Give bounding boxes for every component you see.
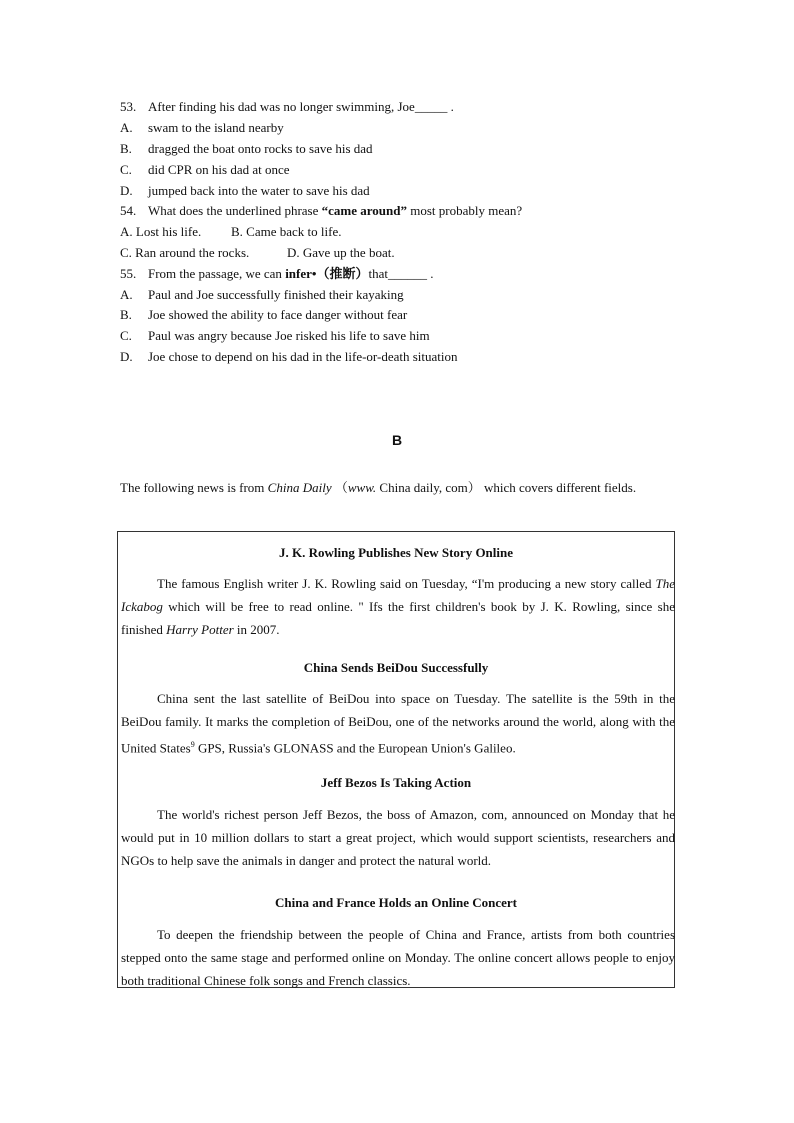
option-54-b: B. Came back to life.	[231, 224, 342, 239]
news-headline: Jeff Bezos Is Taking Action	[320, 775, 472, 790]
option-letter: C.	[120, 162, 132, 177]
question-text: From the passage, we can	[148, 266, 286, 281]
question-54-stem	[120, 203, 522, 219]
option-letter: C.	[120, 328, 132, 343]
news-paragraph	[121, 572, 675, 641]
option-text: Paul and Joe successfully finished their kayaking	[148, 287, 404, 302]
question-text: What does the underlined phrase	[148, 203, 322, 218]
news-title-italic: The Ickabog	[121, 576, 675, 614]
question-emphasis: infer•（推断）	[285, 266, 369, 281]
news-paragraph	[121, 923, 675, 992]
option-55-d	[120, 349, 458, 365]
option-text: swam to the island nearby	[148, 120, 284, 135]
option-letter: A.	[120, 120, 133, 135]
options-54-row2	[120, 245, 395, 261]
option-55-b	[120, 307, 407, 323]
option-55-a	[120, 287, 404, 303]
news-headline: China and France Holds an Online Concert	[275, 895, 517, 910]
option-54-c: C. Ran around the rocks.	[120, 245, 250, 260]
options-54-row1	[120, 224, 341, 240]
question-number: 54.	[120, 203, 137, 218]
question-55-stem	[120, 266, 433, 282]
intro-text: The following news is from	[120, 480, 268, 495]
section-intro	[120, 476, 674, 499]
option-55-c	[120, 328, 430, 344]
question-number: 53.	[120, 99, 137, 114]
news-paragraph	[121, 803, 675, 872]
option-letter: B.	[120, 307, 132, 322]
intro-source-name: China Daily	[267, 480, 332, 495]
news-headline: China Sends BeiDou Successfully	[303, 660, 489, 675]
option-letter: D.	[120, 183, 133, 198]
option-letter: A.	[120, 287, 133, 302]
option-53-c	[120, 162, 290, 178]
news-superscript: 9	[190, 740, 195, 749]
option-text: Joe showed the ability to face danger without fear	[148, 307, 408, 322]
news-text: GPS, Russia's GLONASS and the European Union's Galileo.	[194, 740, 516, 756]
news-text: which will be free to read online. " Ifs the first children's book by J. K. Rowling, since she finished	[121, 599, 675, 637]
question-emphasis: “came around”	[321, 203, 407, 218]
question-number: 55.	[120, 266, 137, 281]
section-heading: B	[391, 432, 403, 448]
news-paragraph	[121, 687, 675, 759]
news-text: China sent the last satellite of BeiDou into space on Tuesday. The satellite is the 59th in the BeiDou family. It marks the completion of BeiDou, one of the networks around the world, along with the United States	[121, 691, 675, 756]
option-letter: D.	[120, 349, 133, 364]
news-title-italic: Harry Potter	[166, 622, 234, 637]
option-text: dragged the boat onto rocks to save his dad	[148, 141, 373, 156]
option-text: Paul was angry because Joe risked his life to save him	[148, 328, 430, 343]
question-text-end: that______ .	[368, 266, 434, 281]
news-text: The famous English writer J. K. Rowling said on Tuesday, “I'm producing a new story called	[157, 576, 656, 591]
question-text: After finding his dad was no longer swimming, Joe_____ .	[148, 99, 454, 114]
option-text: did CPR on his dad at once	[148, 162, 290, 177]
news-text: To deepen the friendship between the people of China and France, artists from both countries stepped onto the same stage and performed online on Monday. The online concert allows people to enjoy both traditional Chinese folk songs and French classics.	[121, 927, 675, 988]
news-text: The world's richest person Jeff Bezos, the boss of Amazon, com, announced on Monday that he would put in 10 million dollars to start a great project, which would support scientists, researchers and NGOs to help save the animals in danger and protect the natural world.	[121, 807, 675, 868]
option-54-d: D. Gave up the boat.	[287, 245, 395, 260]
option-54-a: A. Lost his life.	[120, 224, 202, 239]
intro-bracket: （	[331, 480, 348, 495]
option-text: Joe chose to depend on his dad in the life-or-death situation	[148, 349, 458, 364]
question-53-stem	[120, 99, 454, 115]
option-53-b	[120, 141, 373, 157]
option-letter: B.	[120, 141, 132, 156]
intro-text-end: China daily, com） which covers different fields.	[376, 480, 637, 495]
option-53-a	[120, 120, 284, 136]
option-text: jumped back into the water to save his dad	[148, 183, 370, 198]
news-box	[117, 531, 675, 988]
question-text-end: most probably mean?	[407, 203, 523, 218]
news-text: in 2007.	[233, 622, 280, 637]
news-headline: J. K. Rowling Publishes New Story Online	[278, 545, 514, 560]
intro-www: www.	[347, 480, 377, 495]
option-53-d	[120, 183, 370, 199]
